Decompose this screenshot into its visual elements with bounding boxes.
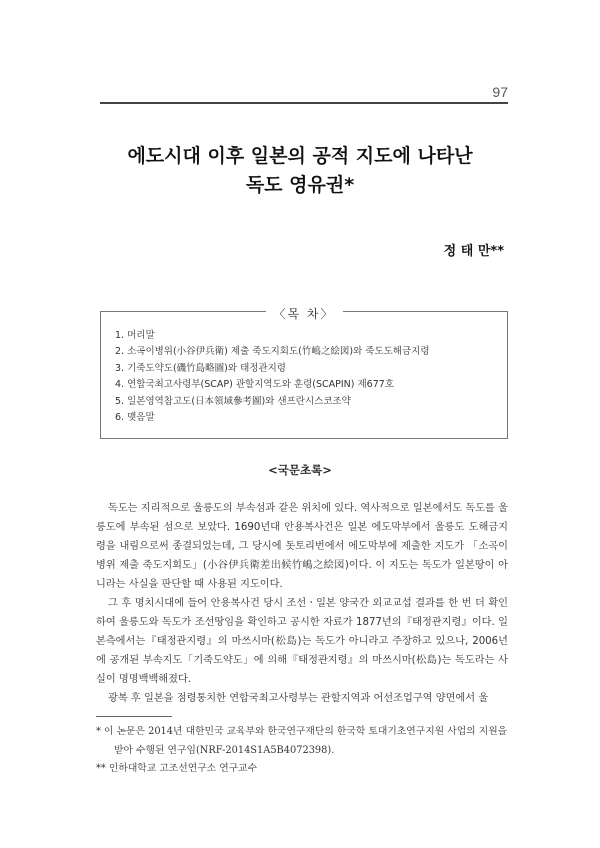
toc-list [115,328,430,426]
footnote-rule [96,716,172,717]
footnote: * 이 논문은 2014년 대한민국 교육부와 한국연구재단의 한국학 토대기초연구지원 사업의 지원을 받아 수행된 연구임(NRF-2014S1A5B4072398). [96,726,508,756]
title-line-2: 독도 영유권* [245,174,355,196]
author: 정 태 만** [443,244,504,259]
toc-item: 4. 연합국최고사령부(SCAP) 관할지역도와 훈령(SCAPIN) 제677호 [115,379,394,391]
abstract-paragraph: 광복 후 일본을 점령통치한 연합국최고사령부는 관할지역과 어선조업구역 양면에서 울 [108,693,489,704]
footnotes [96,723,508,779]
abstract-heading: <국문초록> [268,463,332,477]
title-line-1: 에도시대 이후 일본의 공적 지도에 나타난 [127,145,473,167]
abstract-paragraph: 그 후 명치시대에 들어 안용복사건 당시 조선ㆍ일본 양국간 외교교섭 결과를 한 번 더 확인하여 울릉도와 독도가 조선땅임을 확인하고 공시한 자료가 1877년의『태정관지령』이다. 일본측에서는『태정관지령』의 마쓰시마(松島)는 독도가 아니라고 주장하고 있으나, 2006년에 공개된 부속지도「기죽도약도」에 의해『태정관지령』의 마쓰시마(松島)는 독도라는 사실이 명명백백해졌다. [96,598,508,685]
abstract-paragraph: 독도는 지리적으로 울릉도의 부속섬과 같은 위치에 있다. 역사적으로 일본에서도 독도를 울릉도에 부속된 섬으로 보았다. 1690년대 안용복사건은 일본 에도막부에서 울릉도 도해금지령을 내림으로써 종결되었는데, 그 당시에 돗토리번에서 에도막부에 제출한 지도가 「소곡이병위 제출 죽도지회도」(小谷伊兵衛差出候竹嶋之絵図)이다. 이 지도는 독도가 일본땅이 아니라는 사실을 판단할 때 사용된 지도이다. [96,503,508,590]
toc-heading: 〈목 차〉 [266,307,343,321]
toc-item: 2. 소곡이병위(小谷伊兵衛) 제출 죽도지회도(竹嶋之絵図)와 죽도도해금지령 [115,346,430,358]
header-rule [100,102,508,104]
toc-item: 3. 기죽도약도(磯竹島略圖)와 태정관지령 [115,362,286,374]
page-number: 97 [492,84,508,100]
toc-item: 6. 맺음말 [115,412,155,424]
toc-item: 1. 머리말 [115,330,155,341]
abstract-body [96,499,508,708]
footnote: ** 인하대학교 고조선연구소 연구교수 [96,763,258,774]
table-of-contents [100,307,508,439]
paper-title [90,142,510,200]
toc-item: 5. 일본영역참고도(日本領域參考圖)와 샌프란시스코조약 [115,395,351,407]
